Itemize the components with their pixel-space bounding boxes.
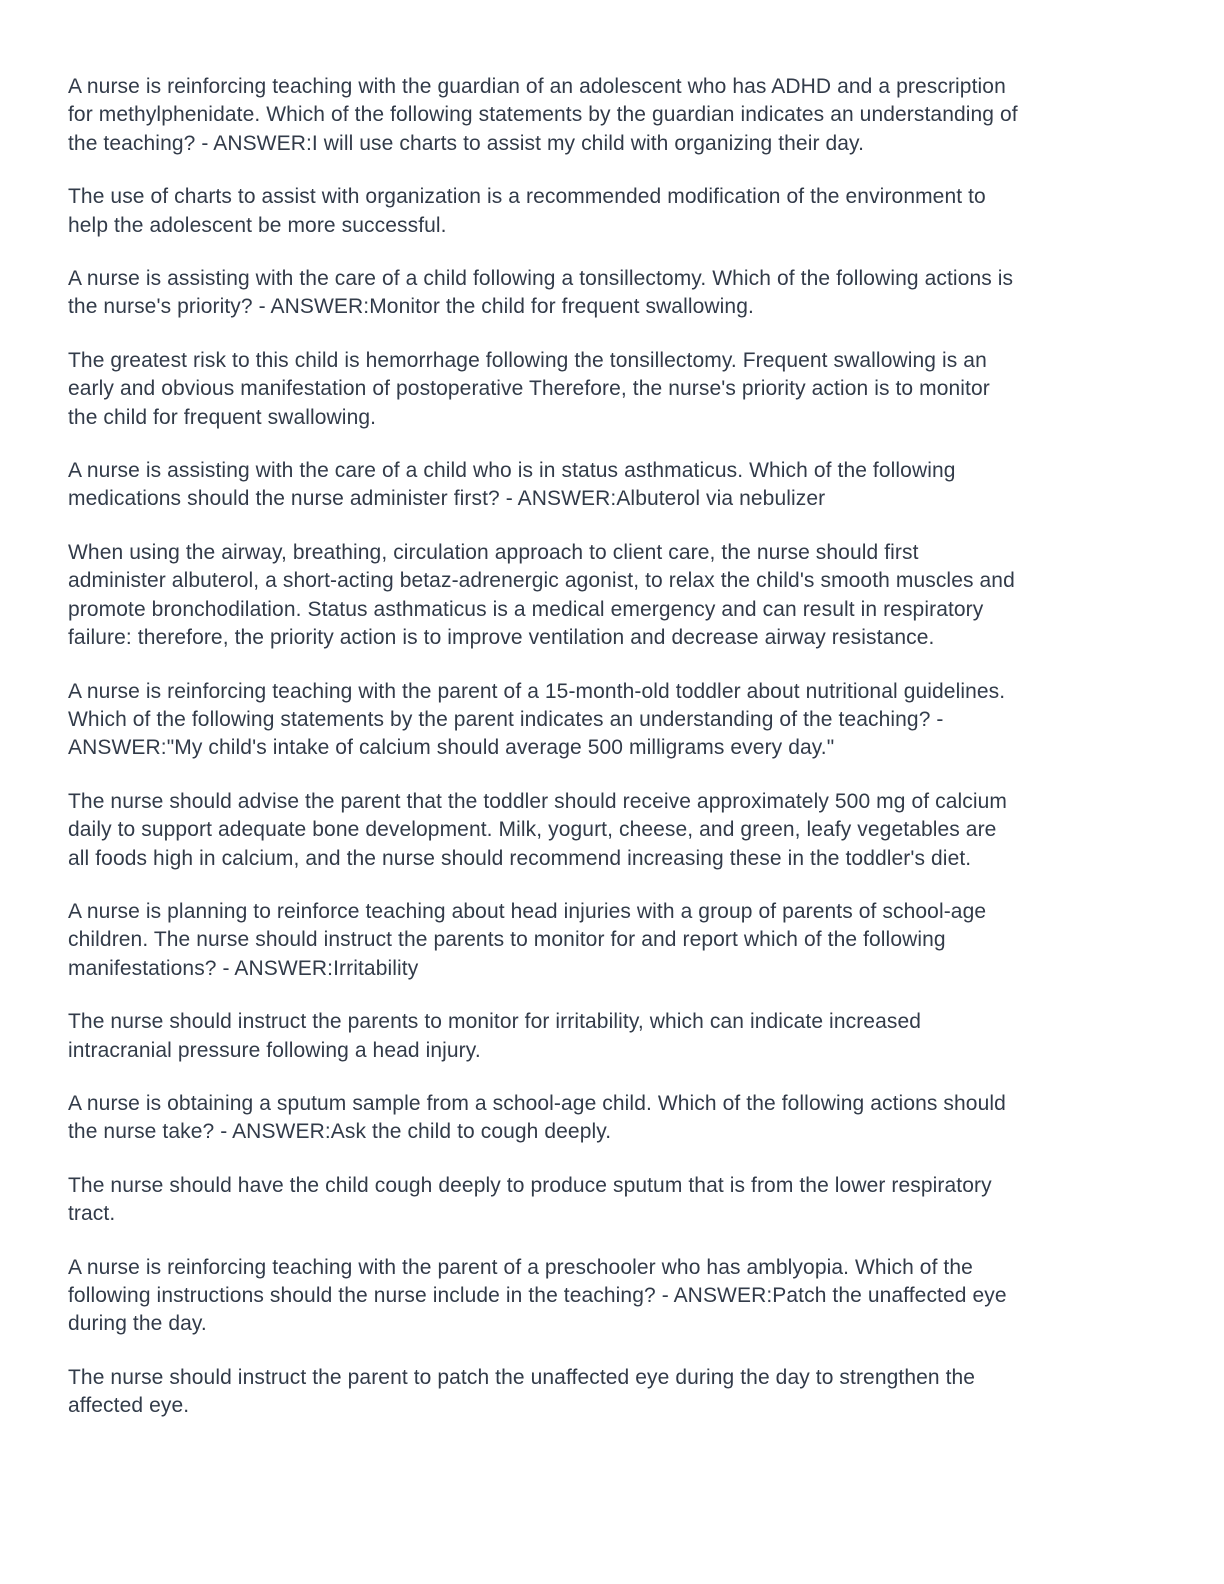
rationale-paragraph — [68, 347, 1168, 432]
question-paragraph — [68, 678, 1168, 763]
question-paragraph — [68, 265, 1168, 322]
text-line: The use of charts to assist with organization is a recommended modification of the environment to — [68, 185, 986, 209]
text-line: A nurse is assisting with the care of a child who is in status asthmaticus. Which of the following — [68, 459, 956, 483]
text-line: promote bronchodilation. Status asthmaticus is a medical emergency and can result in respiratory — [68, 597, 984, 621]
text-line: The greatest risk to this child is hemorrhage following the tonsillectomy. Frequent swallowing is an — [68, 348, 987, 372]
text-line: help the adolescent be more successful. — [68, 213, 447, 237]
text-line: the nurse take? - ANSWER:Ask the child to cough deeply. — [68, 1120, 612, 1144]
text-line: A nurse is assisting with the care of a child following a tonsillectomy. Which of the following actions is — [68, 267, 1014, 291]
rationale-paragraph — [68, 1172, 1168, 1229]
text-line: A nurse is planning to reinforce teaching about head injuries with a group of parents of school-age — [68, 899, 987, 923]
rationale-paragraph — [68, 788, 1168, 873]
rationale-paragraph — [68, 539, 1168, 653]
rationale-paragraph — [68, 1364, 1168, 1421]
text-line: intracranial pressure following a head injury. — [68, 1038, 481, 1062]
text-line: administer albuterol, a short-acting betaz-adrenergic agonist, to relax the child's smooth muscles and — [68, 569, 1015, 593]
rationale-paragraph — [68, 1008, 1168, 1065]
text-line: The nurse should instruct the parent to patch the unaffected eye during the day to strengthen the — [68, 1365, 976, 1389]
text-line: When using the airway, breathing, circulation approach to client care, the nurse should first — [68, 540, 919, 564]
text-line: children. The nurse should instruct the parents to monitor for and report which of the following — [68, 928, 946, 952]
question-paragraph — [68, 1090, 1168, 1147]
text-line: all foods high in calcium, and the nurse should recommend increasing these in the toddler's diet. — [68, 846, 972, 870]
text-line: A nurse is reinforcing teaching with the parent of a preschooler who has amblyopia. Which of the — [68, 1255, 973, 1279]
text-line: following instructions should the nurse include in the teaching? - ANSWER:Patch the unaffected eye — [68, 1284, 1007, 1307]
text-line: tract. — [68, 1202, 116, 1226]
text-line: A nurse is reinforcing teaching with the guardian of an adolescent who has ADHD and a prescription — [68, 75, 1006, 98]
text-line: manifestations? - ANSWER:Irritability — [68, 956, 419, 980]
rationale-paragraph — [68, 183, 1168, 240]
text-line: ANSWER:"My child's intake of calcium should average 500 milligrams every day." — [68, 736, 835, 760]
text-line: The nurse should instruct the parents to monitor for irritability, which can indicate increased — [68, 1010, 922, 1034]
text-line: the teaching? - ANSWER:I will use charts to assist my child with organizing their day. — [68, 131, 865, 155]
text-line: Which of the following statements by the parent indicates an understanding of the teaching? - — [68, 707, 944, 731]
text-line: medications should the nurse administer first? - ANSWER:Albuterol via nebulizer — [68, 487, 826, 511]
text-line: affected eye. — [68, 1394, 190, 1418]
text-line: The nurse should have the child cough deeply to produce sputum that is from the lower respiratory — [68, 1173, 992, 1197]
question-paragraph — [68, 1254, 1168, 1339]
document-body — [68, 73, 1168, 1446]
text-line: failure: therefore, the priority action is to improve ventilation and decrease airway resistance. — [68, 626, 935, 650]
text-line: the child for frequent swallowing. — [68, 405, 377, 429]
question-paragraph — [68, 898, 1168, 983]
text-line: during the day. — [68, 1312, 207, 1336]
text-line: The nurse should advise the parent that the toddler should receive approximately 500 mg of calcium — [68, 789, 1007, 813]
text-line: early and obvious manifestation of postoperative Therefore, the nurse's priority action is to monitor — [68, 377, 990, 401]
text-line: A nurse is obtaining a sputum sample from a school-age child. Which of the following actions should — [68, 1091, 1006, 1115]
text-line: the nurse's priority? - ANSWER:Monitor the child for frequent swallowing. — [68, 295, 754, 319]
text-line: A nurse is reinforcing teaching with the parent of a 15-month-old toddler about nutritional guidelines. — [68, 679, 1006, 703]
question-paragraph — [68, 457, 1168, 514]
text-line: daily to support adequate bone development. Milk, yogurt, cheese, and green, leafy vegetables are — [68, 818, 997, 842]
text-line: for methylphenidate. Which of the following statements by the guardian indicates an understanding of — [68, 103, 1018, 127]
question-paragraph — [68, 73, 1168, 158]
